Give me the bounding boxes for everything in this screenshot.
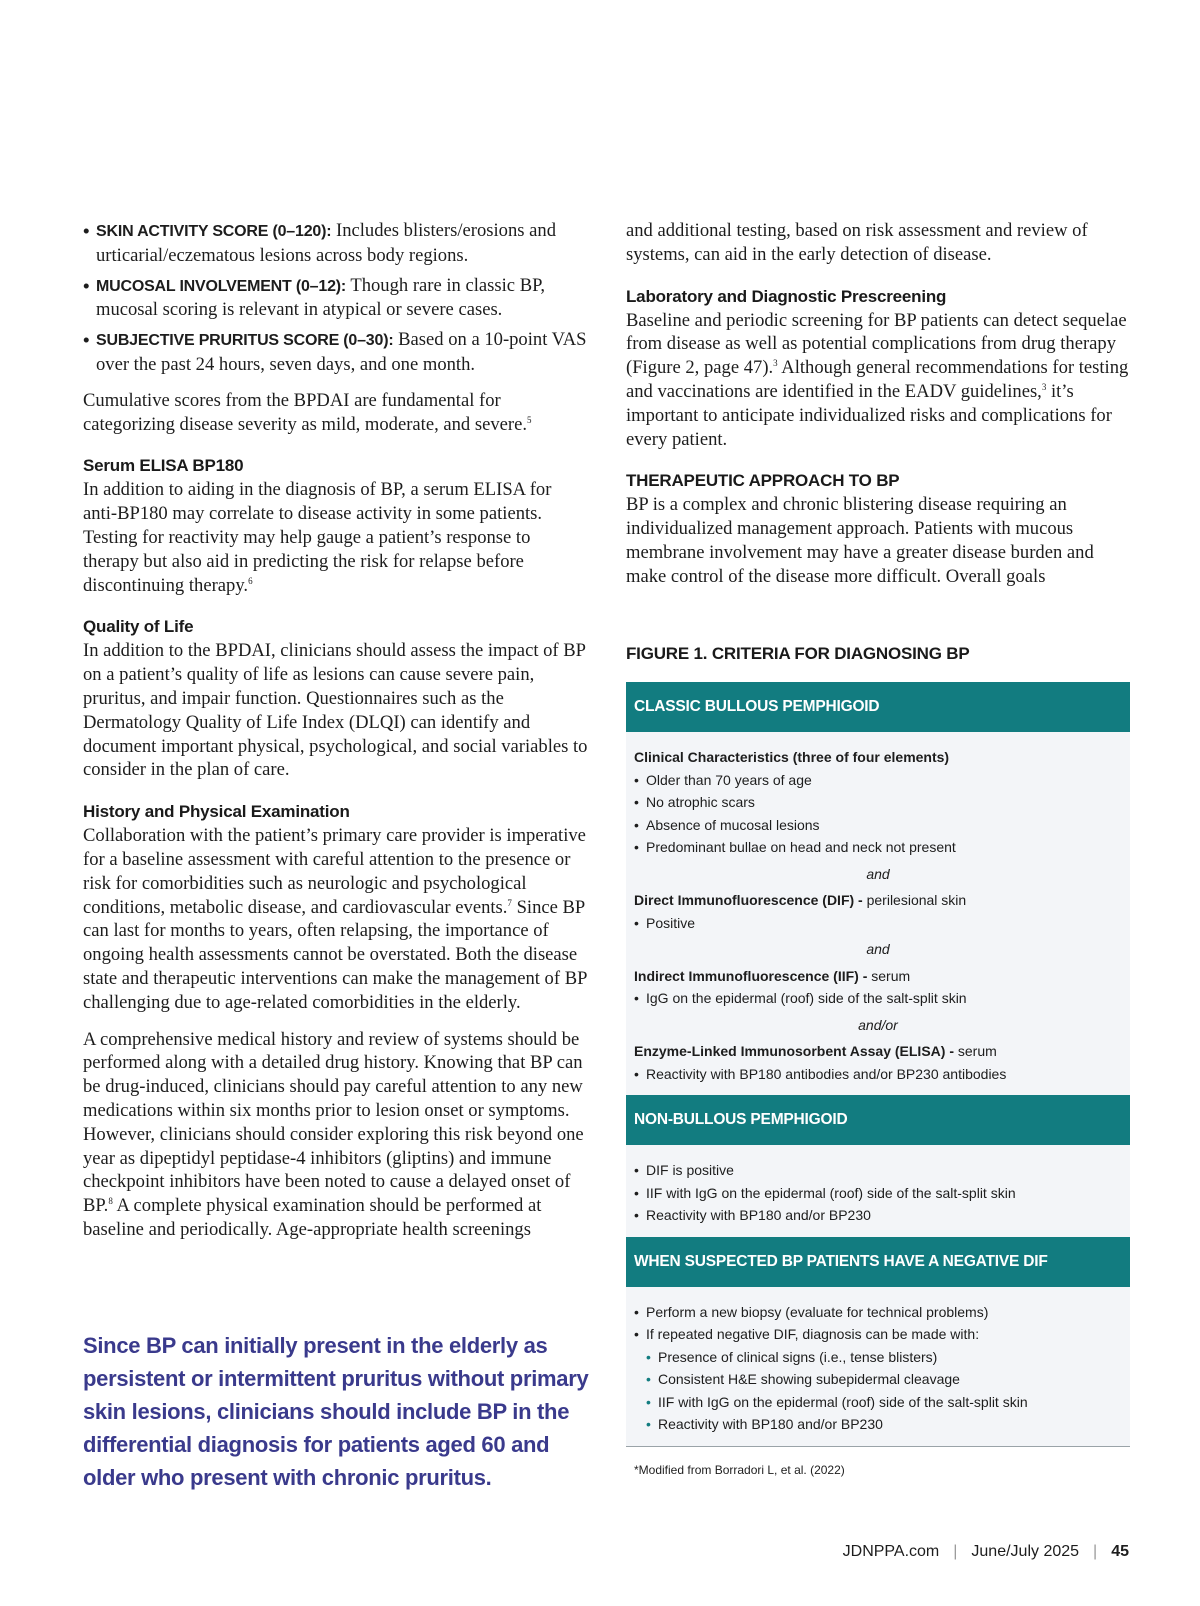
section-heading-serum: Serum ELISA BP180 [83, 456, 244, 476]
footer-separator: | [1093, 1543, 1098, 1560]
comprehensive-paragraph [83, 1028, 588, 1242]
bullet-lead: SKIN ACTIVITY SCORE (0–120): [96, 223, 332, 240]
elisa-sample: serum [953, 1043, 997, 1059]
figure-title: FIGURE 1. CRITERIA FOR DIAGNOSING BP [626, 644, 970, 663]
sub-list-item: • Consistent H&E showing subepidermal cleavage [646, 1368, 1122, 1391]
bullet-lead: MUCOSAL INVOLVEMENT (0–12): [96, 277, 347, 295]
section-heading-therapeutic: THERAPEUTIC APPROACH TO BP [626, 471, 900, 491]
figure-1 [626, 644, 1130, 1477]
list-item [83, 219, 588, 268]
list-item: • Reactivity with BP180 antibodies and/or BP230 antibodies [634, 1063, 1122, 1086]
list-item: • Older than 70 years of age [634, 769, 1122, 792]
list-item: • Absence of mucosal lesions [634, 814, 1122, 837]
dif-heading: Direct Immunofluorescence (DIF) - [634, 892, 863, 908]
reference-superscript: 3 [1041, 381, 1047, 392]
paragraph-text: Cumulative scores from the BPDAI are fundamental for categorizing disease severity as mild, moderate, and severe. [83, 389, 528, 435]
paragraph-text: A complete physical examination should be performed at baseline and periodically. Age-appropriate health screenings [83, 1195, 542, 1240]
iif-sample: serum [867, 967, 911, 984]
sub-list-item: • Presence of clinical signs (i.e., tense blisters) [646, 1346, 1122, 1369]
section-heading-quality-of-life: Quality of Life [83, 617, 194, 637]
list-item: • If repeated negative DIF, diagnosis can be made with: [634, 1323, 1122, 1346]
conjunction-and-or: and/or [858, 1016, 898, 1033]
band-negative-dif: WHEN SUSPECTED BP PATIENTS HAVE A NEGATIVE DIF [626, 1237, 1130, 1287]
paragraph-text: A comprehensive medical history and review of systems should be performed along with a detailed drug history. Knowing that BP can be drug-induced, clinicians should pay careful attention to any new medications within six months prior to lesion onset or symptoms. However, clinicians should consider exploring this risk beyond one year as dipeptidyl peptidase-4 inhibitors (gliptins) and immune checkpoint inhibitors have been noted to cause a delayed onset of BP. [83, 1028, 584, 1217]
reference-superscript: 6 [248, 575, 253, 586]
therapeutic-paragraph: BP is a complex and chronic blistering disease requiring an individualized management approach. Patients with mucous membrane involvement may have a greater disease burden and make control of the disease more difficult. Overall goals [626, 494, 1094, 587]
band-classic-bullous: CLASSIC BULLOUS PEMPHIGOID [626, 682, 1130, 732]
dif-line [634, 889, 1122, 912]
list-item: • Reactivity with BP180 and/or BP230 [634, 1204, 1122, 1227]
elisa-line [634, 1040, 1122, 1063]
list-item: • IgG on the epidermal (roof) side of the salt-split skin [634, 987, 1122, 1010]
paragraph-text: Since BP can last for months to years, often relapsing, the importance of ongoing health assessments cannot be overstated. Both the disease state and therapeutic interventions can make the management of BP challenging due to age-related comorbidities in the elderly. [83, 896, 587, 1013]
conjunction-and: and [866, 865, 890, 882]
reference-superscript: 8 [108, 1195, 113, 1206]
figure-box [626, 682, 1130, 1447]
reference-superscript: 5 [527, 414, 532, 425]
non-bullous-section [626, 1145, 1130, 1237]
sub-list-item: • IIF with IgG on the epidermal (roof) side of the salt-split skin [646, 1391, 1122, 1414]
reference-superscript: 3 [773, 358, 778, 368]
left-column [83, 219, 588, 1255]
qol-paragraph: In addition to the BPDAI, clinicians should assess the impact of BP on a patient’s quality of life as lesions can cause severe pain, pruritus, and impair function. Questionnaires such as the Dermatology Quality of Life Index (DLQI) can identify and document important physical, psychological, and social variables to consider in the plan of care. [83, 640, 588, 781]
list-item: • IIF with IgG on the epidermal (roof) side of the salt-split skin [634, 1182, 1122, 1205]
right-column [626, 219, 1131, 602]
elisa-heading: Enzyme-Linked Immunosorbent Assay (ELISA) - [634, 1043, 954, 1059]
bpdai-score-list [83, 219, 588, 377]
history-paragraph [83, 824, 588, 1014]
list-item: • No atrophic scars [634, 791, 1122, 814]
classic-section [626, 732, 1130, 1095]
bullet-text: Includes blisters/erosions and urticarial/eczematous lesions across body regions. [96, 220, 556, 266]
pull-quote: Since BP can initially present in the elderly as persistent or intermittent pruritus without primary skin lesions, clinicians should include BP in the differential diagnosis for patients aged 60 and older who present with chronic pruritus. [83, 1333, 589, 1490]
bullet-text: Though rare in classic BP, mucosal scoring is relevant in atypical or severe cases. [96, 274, 546, 321]
lab-paragraph [626, 309, 1131, 452]
page-footer [843, 1543, 1129, 1561]
section-heading-lab: Laboratory and Diagnostic Prescreening [626, 286, 947, 306]
list-item: • Perform a new biopsy (evaluate for technical problems) [634, 1301, 1122, 1324]
footer-separator: | [953, 1543, 958, 1560]
paragraph-text: In addition to aiding in the diagnosis of BP, a serum ELISA for anti-BP180 may correlate to disease activity in some patients. Testing for reactivity may help gauge a patient’s response to therapy but also aid in predicting the risk for relapse before discontinuing therapy. [83, 479, 552, 596]
list-item: • Predominant bullae on head and neck not present [634, 836, 1122, 859]
figure-source-note: *Modified from Borradori L, et al. (2022) [634, 1462, 845, 1477]
paragraph-text: it’s important to anticipate individualized risks and complications for every patient. [626, 380, 1112, 450]
dif-sample: perilesional skin [862, 892, 967, 908]
footer-issue: June/July 2025 [971, 1543, 1080, 1560]
page-number: 45 [1111, 1543, 1129, 1560]
list-item: • DIF is positive [634, 1159, 1122, 1182]
list-item [83, 274, 588, 323]
paragraph-text: Baseline and periodic screening for BP patients can detect sequelae from disease as well as potential complications from drug therapy (Figure 2, page 47). [626, 309, 1127, 379]
bullet-text: Based on a 10-point VAS over the past 24 hours, seven days, and one month. [96, 329, 587, 375]
clinical-characteristics-heading: Clinical Characteristics (three of four elements) [634, 749, 950, 765]
iif-line [634, 965, 1122, 988]
bullet-lead: SUBJECTIVE PRURITUS SCORE (0–30): [96, 332, 394, 350]
list-item: • Positive [634, 912, 1122, 935]
list-item [83, 328, 588, 377]
iif-heading: Indirect Immunofluorescence (IIF) - [634, 967, 868, 984]
serum-paragraph [83, 478, 588, 597]
footer-site: JDNPPA.com [842, 1543, 940, 1560]
paragraph-text: Although general recommendations for testing and vaccinations are identified in the EADV guidelines, [626, 357, 1129, 402]
continuation-paragraph: and additional testing, based on risk assessment and review of systems, can aid in the early detection of disease. [626, 220, 1088, 265]
negative-dif-section [626, 1287, 1130, 1446]
conjunction-and: and [866, 941, 890, 957]
paragraph-text: Collaboration with the patient’s primary care provider is imperative for a baseline assessment with careful attention to the presence or risk for comorbidities such as neurologic and psychological conditions, metabolic disease, and cardiovascular events. [83, 825, 586, 918]
sub-list-item: • Reactivity with BP180 and/or BP230 [646, 1413, 1122, 1436]
cumulative-paragraph [83, 389, 588, 437]
reference-superscript: 7 [507, 897, 512, 908]
section-heading-history: History and Physical Examination [83, 802, 350, 822]
band-non-bullous: NON-BULLOUS PEMPHIGOID [626, 1095, 1130, 1145]
